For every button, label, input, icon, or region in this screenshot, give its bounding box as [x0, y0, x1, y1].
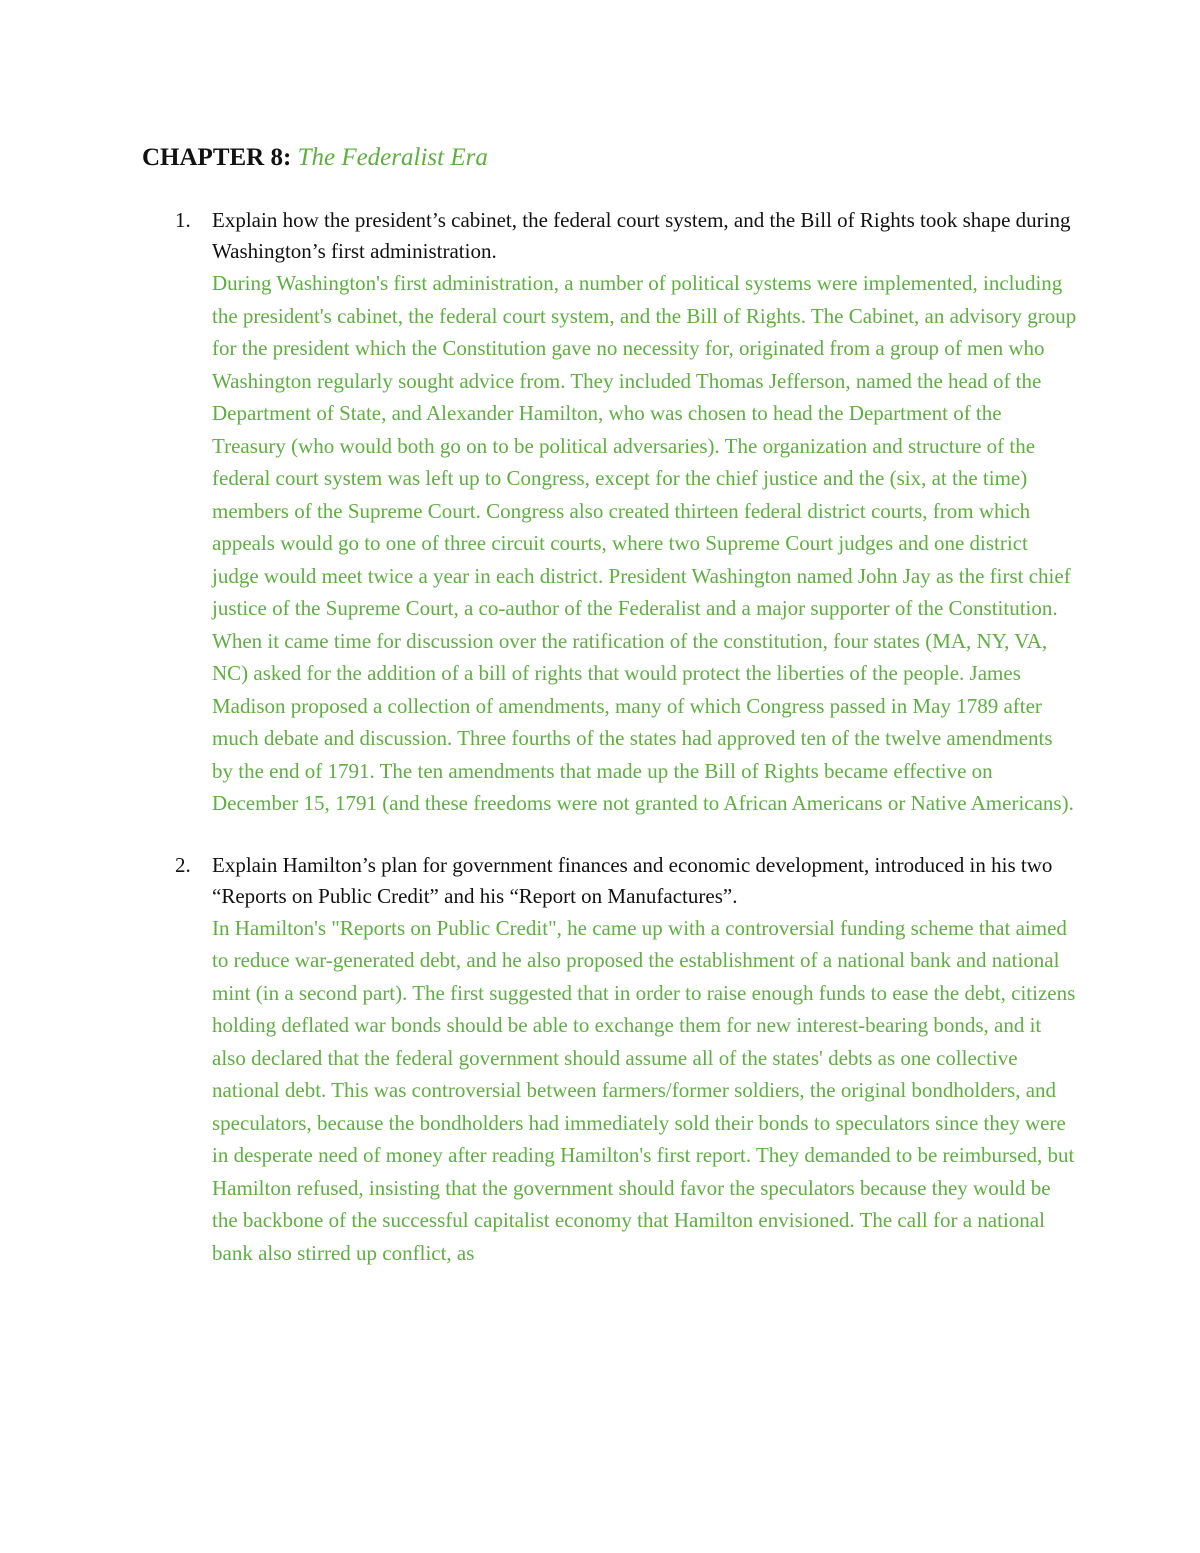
chapter-subtitle: The Federalist Era: [297, 144, 488, 171]
question-item: [0, 205, 1200, 820]
question-item: [0, 850, 1200, 1270]
question-list: [0, 205, 1200, 1299]
chapter-label: CHAPTER 8:: [142, 144, 292, 171]
question-prompt: Explain how the president’s cabinet, the federal court system, and the Bill of Rights took shape during Washington’s first administration.: [212, 208, 1071, 263]
question-number: 2.: [175, 852, 191, 877]
answer-text: In Hamilton's "Reports on Public Credit", he came up with a controversial funding scheme that aimed to reduce war-generated debt, and he also proposed the establishment of a national bank and national mint (in a second part). The first suggested that in order to raise enough funds to ease the debt, citizens holding deflated war bonds should be able to exchange them for new interest-bearing bonds, and it also declared that the federal government should assume all of the states' debts as one collective national debt. This was controversial between farmers/former soldiers, the original bondholders, and speculators, because the bondholders had immediately sold their bonds to speculators since they were in desperate need of money after reading Hamilton's first report. They demanded to be reimbursed, but Hamilton refused, insisting that the government should favor the speculators because they would be the backbone of the successful capitalist economy that Hamilton envisioned. The call for a national bank also stirred up conflict, as: [212, 915, 1076, 1265]
chapter-heading: [142, 140, 488, 176]
question-prompt: Explain Hamilton’s plan for government finances and economic development, introduced in his two “Reports on Public Credit” and his “Report on Manufactures”.: [212, 852, 1053, 908]
question-number: 1.: [175, 208, 191, 232]
answer-text: During Washington's first administration, a number of political systems were implemented, including the president's cabinet, the federal court system, and the Bill of Rights. The Cabinet, an advisory group for the president which the Constitution gave no necessity for, originated from a group of men who Washington regularly sought advice from. They included Thomas Jefferson, named the head of the Department of State, and Alexander Hamilton, who was chosen to head the Department of the Treasury (who would both go on to be political adversaries). The organization and structure of the federal court system was left up to Congress, except for the chief justice and the (six, at the time) members of the Supreme Court. Congress also created thirteen federal district courts, from which appeals would go to one of three circuit courts, where two Supreme Court judges and one district judge would meet twice a year in each district. President Washington named John Jay as the first chief justice of the Supreme Court, a co-author of the Federalist and a major supporter of the Constitution. When it came time for discussion over the ratification of the constitution, four states (MA, NY, VA, NC) asked for the addition of a bill of rights that would protect the liberties of the people. James Madison proposed a collection of amendments, many of which Congress passed in May 1789 after much debate and discussion. Three fourths of the states had approved ten of the twelve amendments by the end of 1791. The ten amendments that made up the Bill of Rights became effective on December 15, 1791 (and these freedoms were not granted to African Americans or Native Americans).: [212, 271, 1077, 815]
